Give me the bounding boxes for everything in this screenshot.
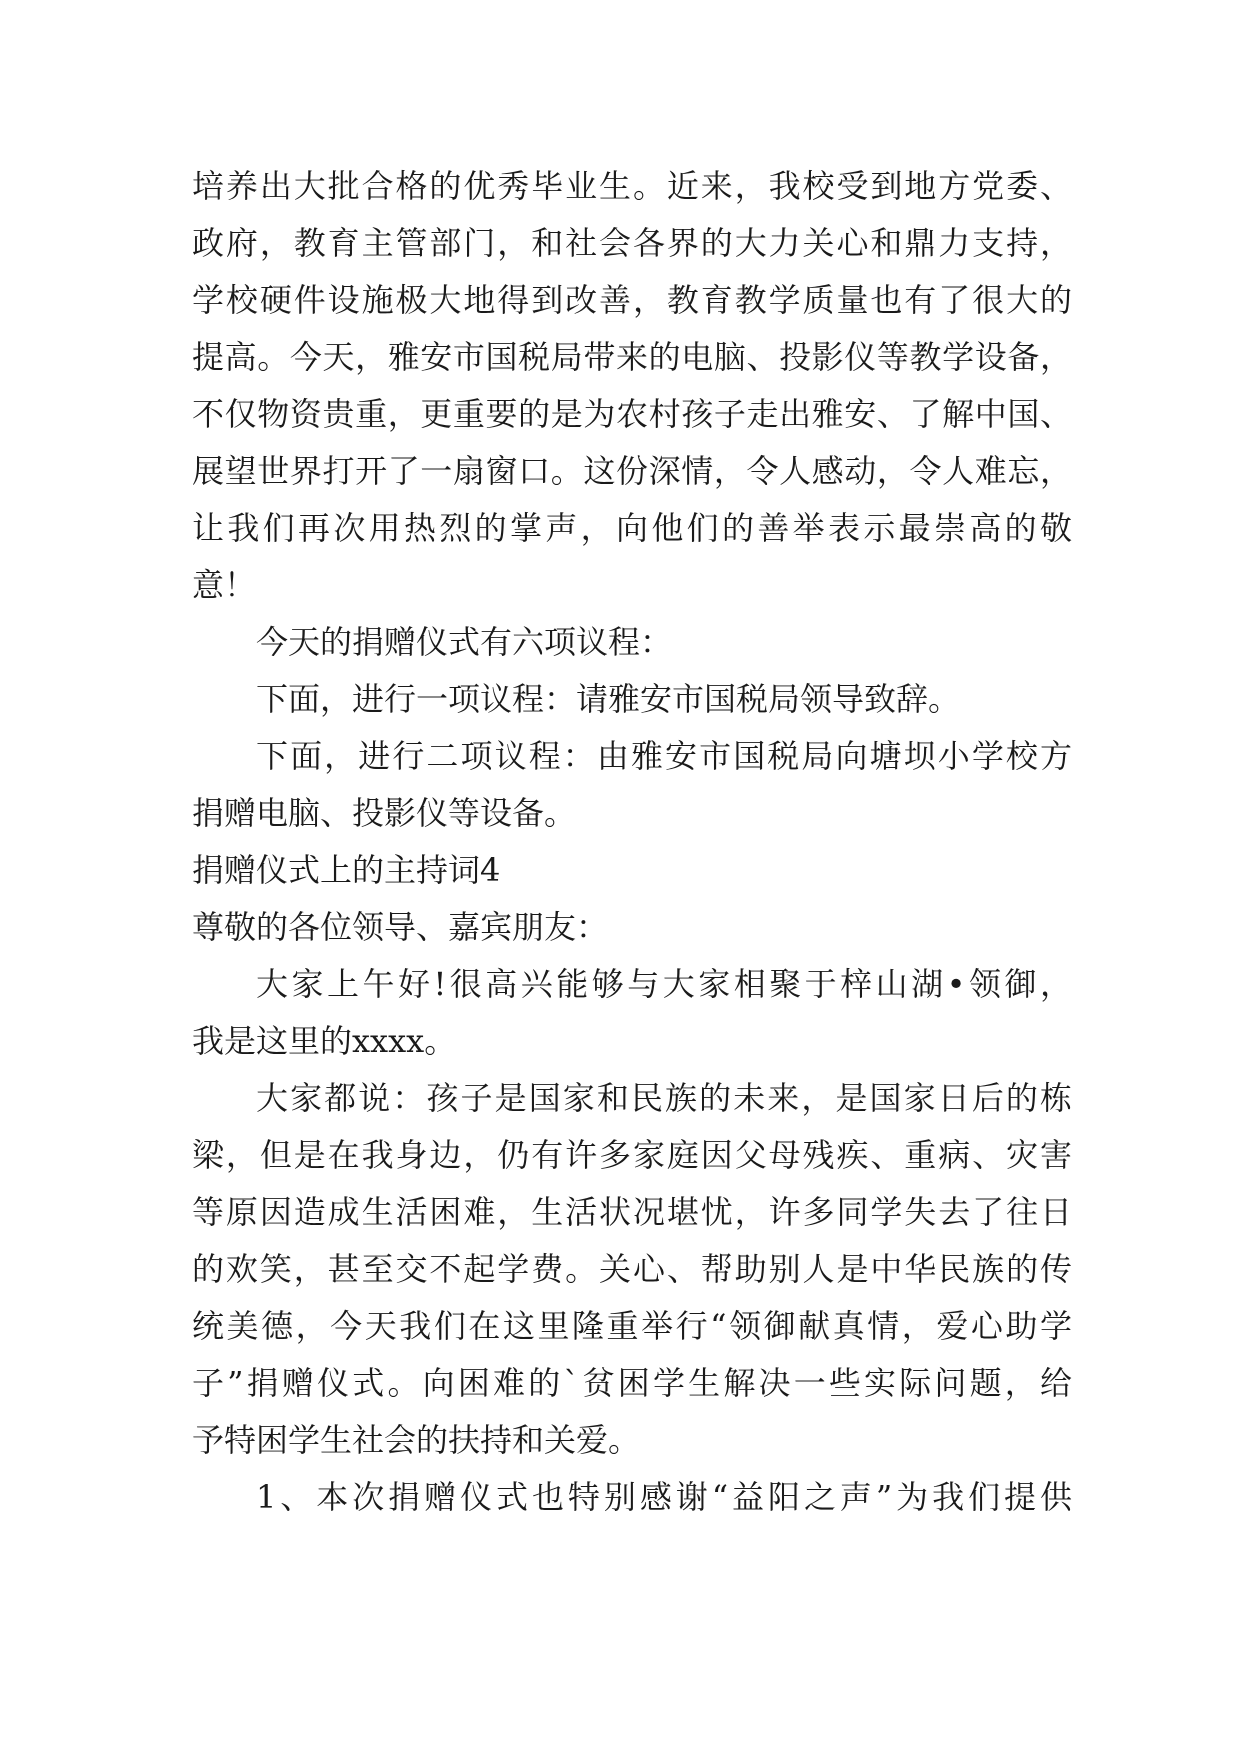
body-line-3: 等原因造成生活困难，生活状况堪忧，许多同学失去了往日 xyxy=(192,1193,1072,1231)
text-line-4: 提高。今天，雅安市国税局带来的电脑、投影仪等教学设备， xyxy=(192,338,1072,376)
body-line-1: 大家都说：孩子是国家和民族的未来，是国家日后的栋 xyxy=(256,1079,1072,1117)
greeting-line-1: 大家上午好!很高兴能够与大家相聚于梓山湖•领御， xyxy=(256,965,1072,1003)
agenda-item-2: 下面，进行二项议程：由雅安市国税局向塘坝小学校方 xyxy=(256,737,1072,775)
body-line-2: 梁，但是在我身边，仍有许多家庭因父母残疾、重病、灾害 xyxy=(192,1136,1072,1174)
salutation: 尊敬的各位领导、嘉宾朋友： xyxy=(192,908,609,946)
agenda-item-1: 下面，进行一项议程：请雅安市国税局领导致辞。 xyxy=(256,680,961,718)
greeting-line-2: 我是这里的xxxx。 xyxy=(192,1022,457,1060)
text-line-8: 意！ xyxy=(192,566,257,604)
text-line-6: 展望世界打开了一扇窗口。这份深情，令人感动，令人难忘， xyxy=(192,452,1072,490)
agenda-intro: 今天的捐赠仪式有六项议程： xyxy=(256,623,673,661)
text-line-7: 让我们再次用热烈的掌声，向他们的善举表示最崇高的敬 xyxy=(192,509,1072,547)
text-line-2: 政府，教育主管部门，和社会各界的大力关心和鼎力支持， xyxy=(192,224,1072,262)
item-1-line: 1、本次捐赠仪式也特别感谢“益阳之声”为我们提供 xyxy=(256,1478,1072,1516)
body-line-6: 子”捐赠仪式。向困难的`贫困学生解决一些实际问题，给 xyxy=(192,1364,1072,1402)
agenda-item-2-cont: 捐赠电脑、投影仪等设备。 xyxy=(192,794,577,832)
body-line-5: 统美德，今天我们在这里隆重举行“领御献真情，爱心助学 xyxy=(192,1307,1072,1345)
text-line-1: 培养出大批合格的优秀毕业生。近来，我校受到地方党委、 xyxy=(192,167,1072,205)
section-heading: 捐赠仪式上的主持词4 xyxy=(192,851,501,889)
text-line-5: 不仅物资贵重，更重要的是为农村孩子走出雅安、了解中国、 xyxy=(192,395,1072,433)
body-line-4: 的欢笑，甚至交不起学费。关心、帮助别人是中华民族的传 xyxy=(192,1250,1072,1288)
text-line-3: 学校硬件设施极大地得到改善，教育教学质量也有了很大的 xyxy=(192,281,1072,319)
body-line-7: 予特困学生社会的扶持和关爱。 xyxy=(192,1421,641,1459)
